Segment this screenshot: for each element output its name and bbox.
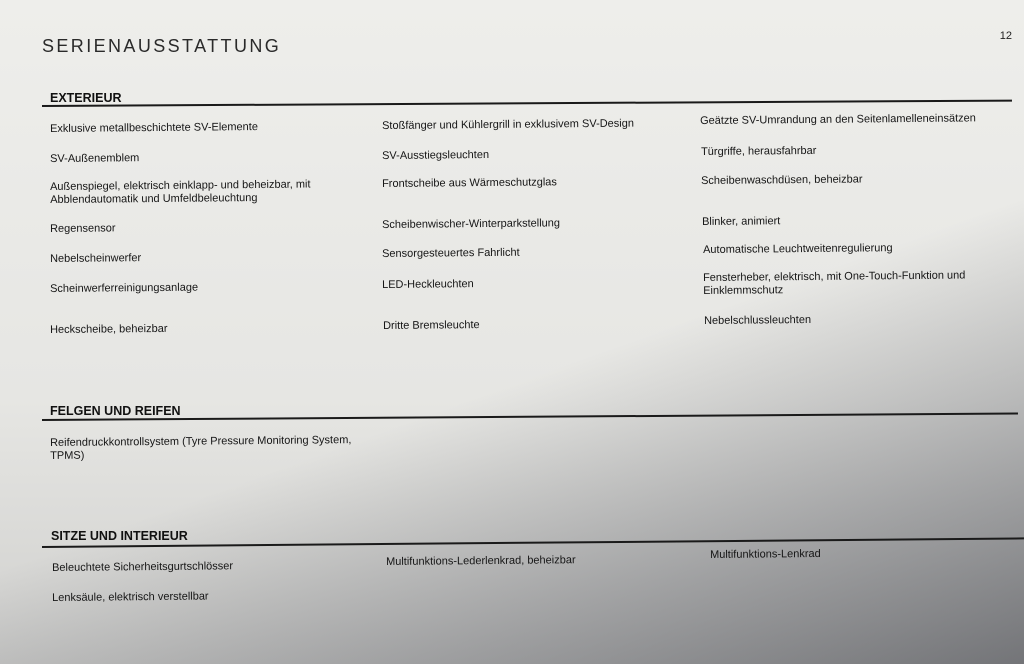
spec-item: Scheibenwaschdüsen, beheizbar [701,173,863,187]
spec-item: Stoßfänger und Kühlergrill in exklusivem SV-Design [382,117,635,132]
spec-item: Blinker, animiert [702,215,781,228]
spec-item: Nebelschlussleuchten [704,313,812,327]
section-heading-sitze: SITZE UND INTERIEUR [51,529,188,543]
spec-item: Multifunktions-Lederlenkrad, beheizbar [386,554,576,568]
page-title: SERIENAUSSTATTUNG [42,36,282,56]
spec-item: Außenspiegel, elektrisch einklapp- und beheizbar, mit Abblendautomatik und Umfeldbeleuchtung [50,178,311,206]
section-heading-felgen: FELGEN UND REIFEN [50,404,181,418]
spec-item: Automatische Leuchtweitenregulierung [703,242,893,256]
spec-item: LED-Heckleuchten [382,278,474,291]
section-heading-exterieur: EXTERIEUR [50,91,122,105]
spec-item: Türgriffe, herausfahrbar [701,144,817,158]
spec-item: Nebelscheinwerfer [50,252,142,265]
spec-item: Scheibenwischer-Winterparkstellung [382,217,561,231]
spec-item: Frontscheibe aus Wärmeschutzglas [382,176,557,190]
spec-item: Sensorgesteuertes Fahrlicht [382,246,520,260]
section-rule-exterieur [42,100,1012,107]
spec-item: Scheinwerferreinigungsanlage [50,281,199,295]
section-rule-felgen [42,413,1018,421]
spec-item: Multifunktions-Lenkrad [710,547,821,561]
spec-item: SV-Außenemblem [50,152,140,165]
spec-item: Exklusive metallbeschichtete SV-Elemente [50,121,258,135]
spec-item: Regensensor [50,222,116,235]
page-number: 12 [999,30,1012,42]
spec-item: Geätzte SV-Umrandung an den Seitenlamelleneinsätzen [700,112,976,127]
section-rule-sitze [42,537,1024,547]
spec-item: SV-Ausstiegsleuchten [382,148,490,162]
spec-item: Beleuchtete Sicherheitsgurtschlösser [52,560,234,574]
spec-item: Lenksäule, elektrisch verstellbar [52,590,209,604]
spec-item: Heckscheibe, beheizbar [50,322,168,336]
spec-item: Fensterheber, elektrisch, mit One-Touch-Funktion und Einklemmschutz [703,269,966,297]
spec-item: Dritte Bremsleuchte [383,319,480,332]
spec-item: Reifendruckkontrollsystem (Tyre Pressure Monitoring System, TPMS) [50,434,352,462]
